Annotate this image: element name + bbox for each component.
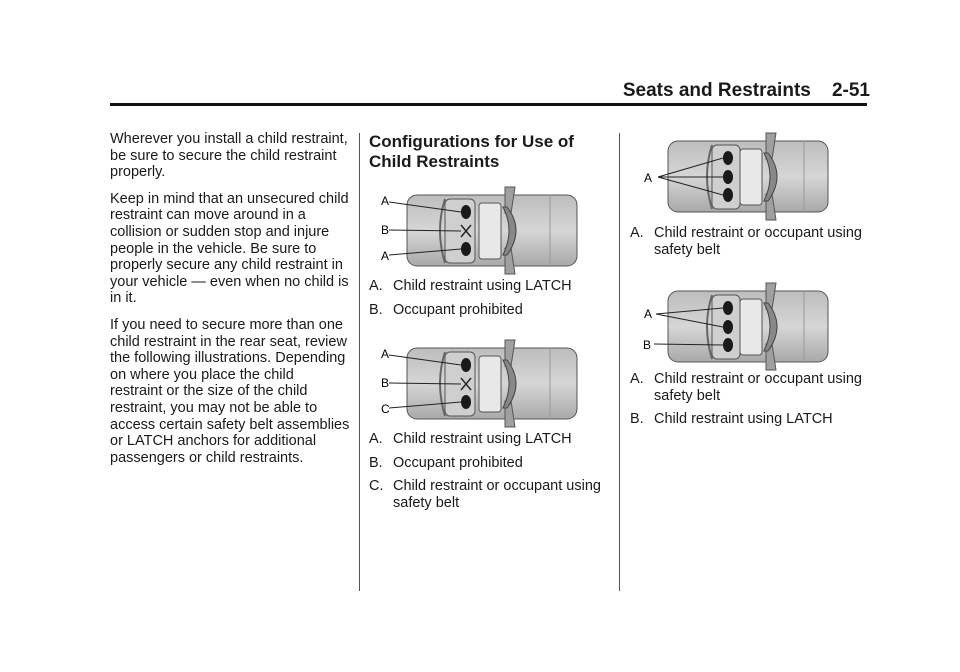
seat-marker-latch [723, 338, 733, 352]
callout-label: A [381, 347, 390, 361]
callout-label: A [381, 249, 390, 263]
paragraph: If you need to secure more than one child restraint in the rear seat, review the following illustrations. Depending on where you place the child restraint or the size of the child restraint, you may not be able to access certain safety belt assemblies or LATCH anchors for additional passengers or child restraints. [110, 316, 350, 466]
figure-2-legend [369, 431, 609, 518]
vehicle-diagram-4 [636, 281, 836, 373]
paragraph: Wherever you install a child restraint, be sure to secure the child restraint properly. [110, 131, 348, 181]
vehicle-diagram-3 [636, 131, 836, 223]
vehicle-diagram-1 [375, 185, 585, 277]
seat-marker-belt [723, 151, 733, 165]
callout-label: A [644, 171, 653, 185]
legend-item: B. Occupant prohibited [369, 301, 523, 318]
section-heading: Configurations for Use of Child Restraints [369, 132, 574, 171]
running-header [623, 80, 870, 102]
callout-label: A [644, 307, 653, 321]
column-divider-right [619, 133, 620, 591]
legend-item: A. Child restraint using LATCH [369, 431, 572, 447]
header-rule [110, 103, 867, 106]
figure-3-legend [630, 225, 870, 265]
seat-marker-latch [461, 242, 471, 256]
seat-marker-belt [723, 188, 733, 202]
section-title: Seats and Restraints [622, 80, 811, 101]
callout-label: B [643, 338, 652, 352]
seat-marker-belt [723, 170, 733, 184]
page-number: 2-51 [831, 80, 870, 101]
legend-item: B. Occupant prohibited [369, 454, 523, 471]
callout-label: B [381, 376, 390, 390]
callout-label: C [381, 402, 390, 416]
legend-item: B. Child restraint using LATCH [630, 411, 833, 428]
seat-marker-belt [461, 395, 471, 409]
legend-item: C. Child restraint or occupant using safety belt [369, 478, 601, 511]
seat-marker-belt [723, 301, 733, 315]
vehicle-diagram-2 [375, 338, 585, 430]
intro-text [110, 131, 350, 476]
seat-marker-belt [723, 320, 733, 334]
callout-label: A [381, 194, 390, 208]
seat-marker-latch [461, 358, 471, 372]
legend-item: A. Child restraint using LATCH [369, 278, 572, 294]
legend-item: A. Child restraint or occupant using safety belt [630, 225, 862, 258]
paragraph: Keep in mind that an unsecured child restraint can move around in a collision or sudden stop and injure people in the vehicle. Be sure to properly secure any child restraint in your vehicle — even when no child is in it. [110, 190, 349, 307]
column-divider-left [359, 133, 360, 591]
seat-marker-latch [461, 205, 471, 219]
figure-4-legend [630, 371, 870, 435]
legend-item: A. Child restraint or occupant using safety belt [630, 371, 862, 404]
callout-label: B [381, 223, 390, 237]
figure-1-legend [369, 278, 609, 325]
